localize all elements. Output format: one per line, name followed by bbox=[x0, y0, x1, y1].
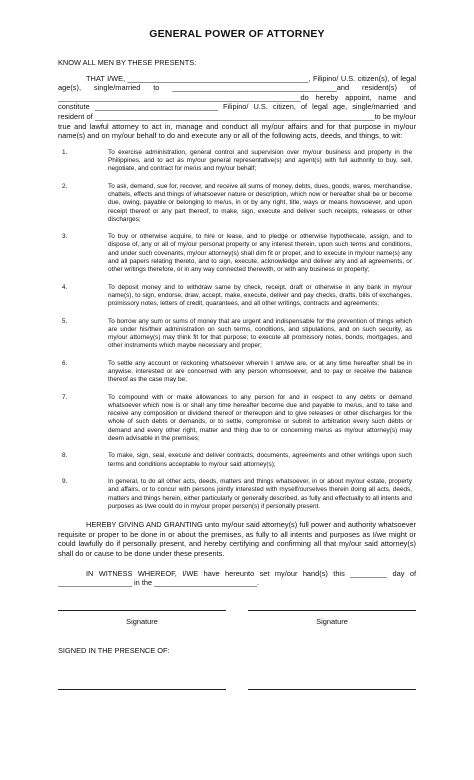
witness-signature-row bbox=[58, 689, 416, 690]
witness-signature-line bbox=[58, 689, 226, 690]
signature-row bbox=[58, 610, 416, 626]
opening-line: KNOW ALL MEN BY THESE PRESENTS: bbox=[58, 58, 197, 67]
item-text: To exercise administration, general control and supervision over my/our business and property in the Philippines, and to act as my/our general representative(s) and agent(s) with full authority to buy, sell, negotiate, and contract for me/us and my/our behalf; bbox=[108, 148, 412, 173]
item-number: 1. bbox=[62, 148, 68, 156]
item-number: 6. bbox=[62, 359, 68, 367]
signature-line bbox=[58, 610, 226, 611]
item-text: To settle any account or reckoning whatsoever wherein I am/we are, or at any time hereafter shall be in anywise, interested or are concerned with any person whomsoever, and to pay or receive the balance thereof as the case may be; bbox=[108, 359, 412, 384]
powers-list bbox=[58, 149, 416, 511]
signature-line bbox=[248, 610, 416, 611]
intro-paragraph: THAT I/WE, ____________________________________________, Filipino/ U.S. citizen(s), of legal age(s), single/married to ________________________________________and resident(s) of ___________________________________________________________do hereby appoint, name and constitute ______________________________ Filipino/ U.S. citizen, of legal age, single/married and resident of ____________________________________________________________________to be my/our true and lawful attorney to act in, manage and conduct all my/our affairs and for that purpose in my/our name(s) and on my/our behalf to do and execute any or all of the following acts, deeds, and things, to wit: bbox=[58, 73, 416, 141]
item-number: 3. bbox=[62, 233, 68, 241]
item-number: 7. bbox=[62, 393, 68, 401]
list-item bbox=[58, 233, 416, 274]
item-text: To deposit money and to withdraw same by check, receipt, draft or otherwise in any bank in my/our name(s), to sign, endorse, draw, accept, make, execute, deliver and pay checks, drafts, bills of exchanges, promissory notes, letters of credit, quarantees, and all other writings, contracts and agreements; bbox=[108, 283, 412, 308]
list-item bbox=[58, 452, 416, 469]
item-text: To ask, demand, sue for, recover, and receive all sums of money, debts, dues, goods, wares, merchandise, chattels, effects and things of whatsoever nature or description, which now or hereafter shall be or become due, owing, payable or belonging to me/us, in or by any right, title, ways or means howsoever, and upon receipt thereof or any part thereof, to make, sign, execute and deliver such receipts, releases or other discharges; bbox=[108, 182, 412, 223]
closing-paragraph: HEREBY GIVING AND GRANTING unto my/our said attorney(s) full power and authority whatsoever requisite or proper to be done in or about the premises, as fully to all intents and purposes as I/we might or could lawfully do if personally present, and hereby certifying and confirming all that my/our said attorney(s) shall do or cause to be done under these presents. bbox=[58, 520, 416, 558]
signature-label: Signature bbox=[126, 616, 158, 626]
document-title: GENERAL POWER OF ATTORNEY bbox=[149, 28, 325, 40]
list-item bbox=[58, 318, 416, 351]
list-item bbox=[58, 284, 416, 309]
list-item bbox=[58, 183, 416, 224]
item-text: To buy or otherwise acquire, to hire or lease, and to pledge or otherwise hypothecate, assign, and to dispose of, any or all of my/our personal property or any interest therein, upon such terms and conditions, and under such covenants, my/our attorney(s) shall dim fit or proper, and to execute in my/our name(s) any and all papers relating thereto, and to sign, execute, acknowledge and deliver any and all agreements, or other writings therefore, or in any way connected therewith, or with any business or property; bbox=[108, 233, 412, 274]
item-number: 2. bbox=[62, 182, 68, 190]
item-number: 9. bbox=[62, 477, 68, 485]
item-number: 8. bbox=[62, 452, 68, 460]
signature-label: Signature bbox=[316, 616, 348, 626]
list-item bbox=[58, 478, 416, 511]
item-text: To make, sign, seal, execute and deliver contracts, documents, agreements and other writings upon such terms and conditions acceptable to my/our said attorney(s); bbox=[108, 452, 412, 468]
item-text: To compound with or make allowances to any person for and in respect to any debts or demand whatsoever which now is or shall any time hereafter become due and payable to me/us, and to take and receive any composition or dividend thereof or thereupon and to give releases or other discharges for the whole of such debts or demands, or to settle, compromise or submit to arbitration every such debts or demand and every other right, matter and thing due to or concerning me/us as my/our attorney(s) may deem advisable in the premises; bbox=[108, 393, 412, 443]
list-item bbox=[58, 394, 416, 444]
item-text: In general, to do all other acts, deeds, matters and things whatsoever, in or about my/our estate, property and affairs, or to concur with persons jointly interested with myself/ourselves therein doing all acts, deeds, matters and things herein, either particularly or generally described, as fully and effectually to all intents and purposes as I/we could do in my/our proper person(s) if personally present. bbox=[108, 477, 412, 510]
list-item bbox=[58, 149, 416, 174]
signature-block-left bbox=[58, 610, 226, 626]
item-text: To borrow any sum or sums of money that are urgent and indispensable for the prevention of things which are under his/their administration on such terms, conditions, and stipulations, and on such security, as my/our attorney(s) may think fit for that purpose; to execute all promissory notes, bonds, mortgages, and other instruments which maybe necessary and proper; bbox=[108, 317, 412, 350]
witness-signature-line bbox=[248, 689, 416, 690]
item-number: 4. bbox=[62, 283, 68, 291]
list-item bbox=[58, 360, 416, 385]
item-number: 5. bbox=[62, 317, 68, 325]
witness-clause: IN WITNESS WHEREOF, I/WE have hereunto set my/our hand(s) this _________ day of __________________ in the _________________________. bbox=[58, 568, 416, 588]
signature-block-right bbox=[248, 610, 416, 626]
presence-heading: SIGNED IN THE PRESENCE OF: bbox=[58, 645, 170, 655]
